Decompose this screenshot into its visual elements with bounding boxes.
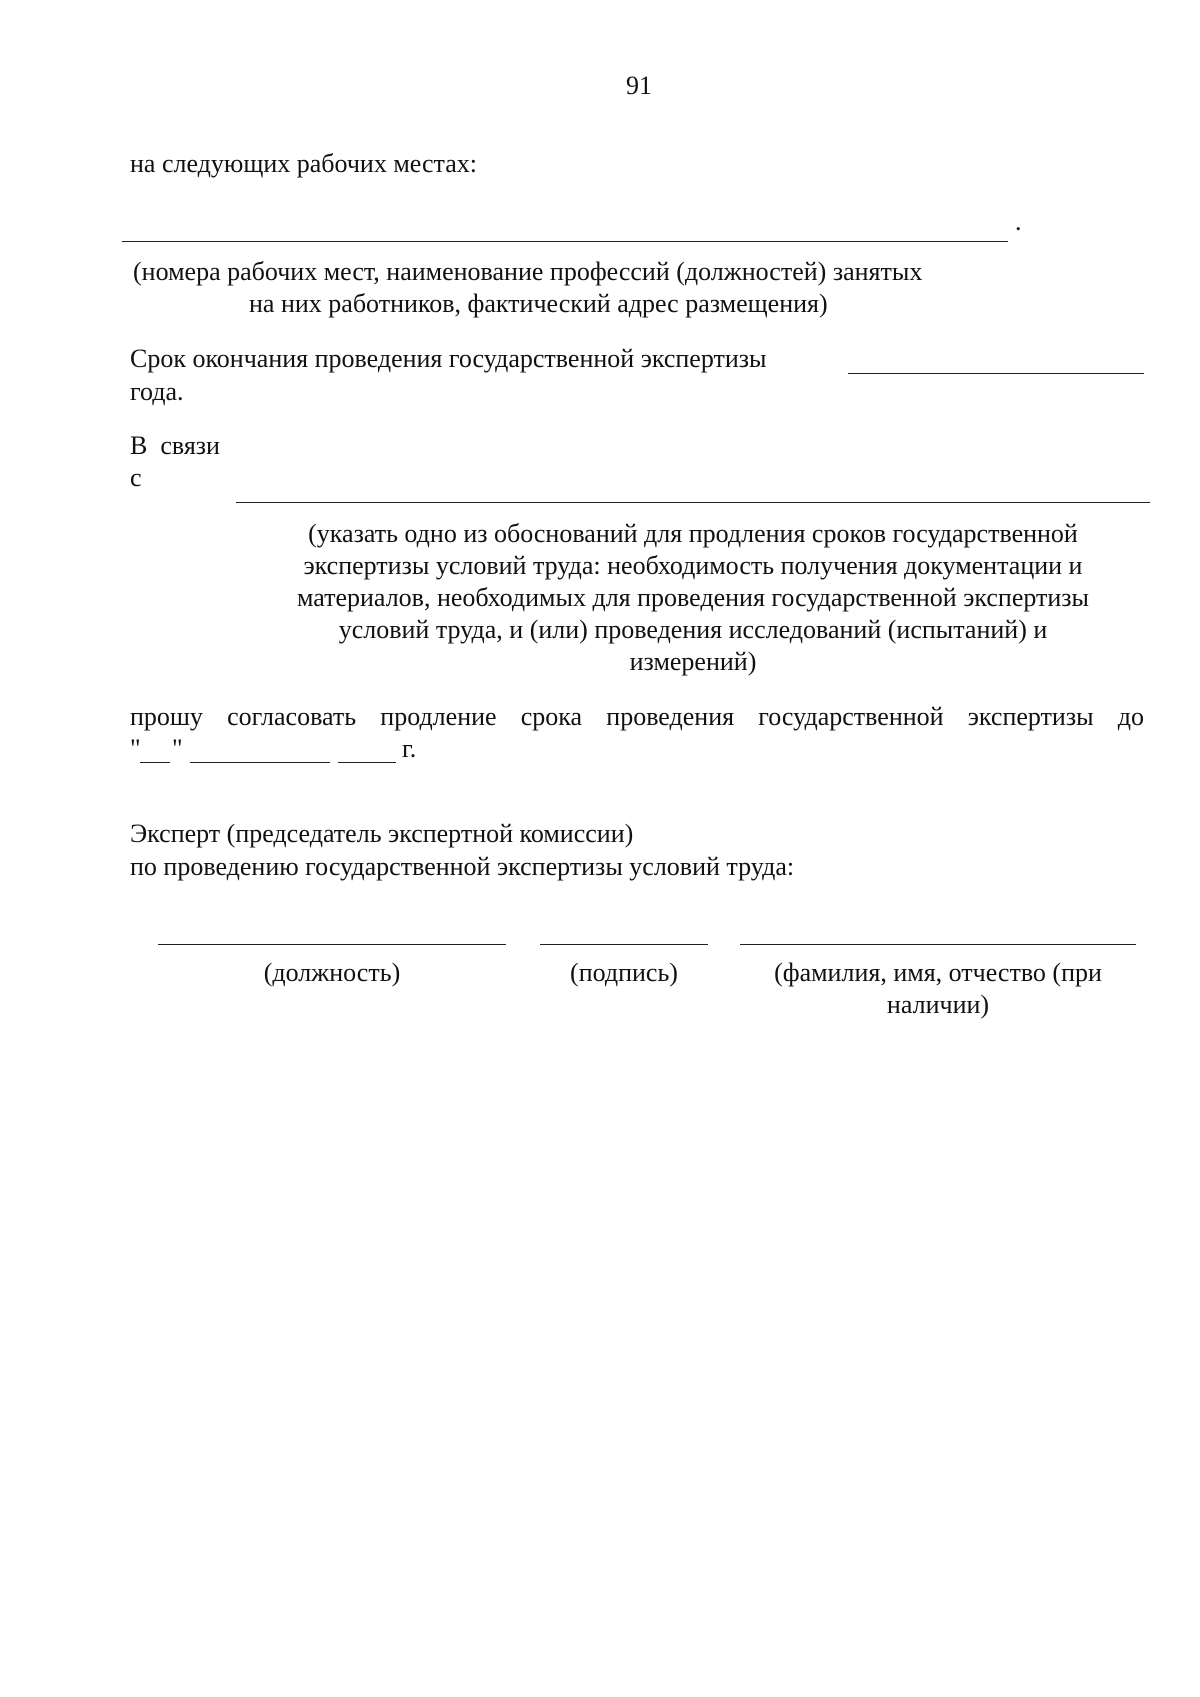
- signature-line: [540, 944, 708, 945]
- name-signature-line: [740, 944, 1136, 945]
- reason-caption-line: условий труда, и (или) проведения исследований (испытаний) и: [338, 615, 1048, 644]
- request-year-line: [338, 762, 396, 763]
- workplaces-intro: на следующих рабочих местах:: [130, 149, 477, 178]
- reason-caption-line: экспертизы условий труда: необходимость получения документации и: [303, 551, 1083, 580]
- name-label-line1: (фамилия, имя, отчество (при: [774, 958, 1102, 987]
- workplaces-end-dot: .: [1015, 207, 1022, 236]
- expert-line1: Эксперт (председатель экспертной комиссии): [130, 819, 634, 848]
- signature-label: (подпись): [570, 958, 678, 987]
- request-day-line: [140, 762, 170, 763]
- reason-caption-line: измерений): [629, 647, 757, 676]
- position-signature-line: [158, 944, 506, 945]
- request-year-suffix: г.: [402, 734, 417, 763]
- deadline-year-word: года.: [130, 377, 184, 406]
- name-label-line2: наличии): [886, 990, 990, 1019]
- reason-caption-line: материалов, необходимых для проведения государственной экспертизы: [296, 583, 1090, 612]
- expert-line2: по проведению государственной экспертизы условий труда:: [130, 852, 795, 881]
- position-label: (должность): [263, 958, 401, 987]
- page-number: 91: [626, 71, 652, 100]
- workplaces-caption-line1: (номера рабочих мест, наименование профессий (должностей) занятых: [133, 257, 923, 286]
- request-month-line: [190, 762, 330, 763]
- request-text: прошу согласовать продление срока проведения государственной экспертизы до: [130, 702, 1144, 731]
- reason-caption-line: (указать одно из обоснований для продления сроков государственной: [308, 519, 1078, 548]
- deadline-text: Срок окончания проведения государственной экспертизы: [130, 344, 767, 373]
- reason-label-line1: В связи: [130, 431, 220, 460]
- request-quote-close: ": [172, 734, 183, 763]
- workplaces-caption-line2: на них работников, фактический адрес размещения): [249, 289, 828, 318]
- deadline-fill-line: [848, 373, 1144, 374]
- reason-fill-line: [236, 502, 1150, 503]
- request-quote-open: ": [130, 734, 141, 763]
- reason-label-line2: с: [130, 463, 142, 492]
- workplaces-fill-line: [122, 241, 1008, 242]
